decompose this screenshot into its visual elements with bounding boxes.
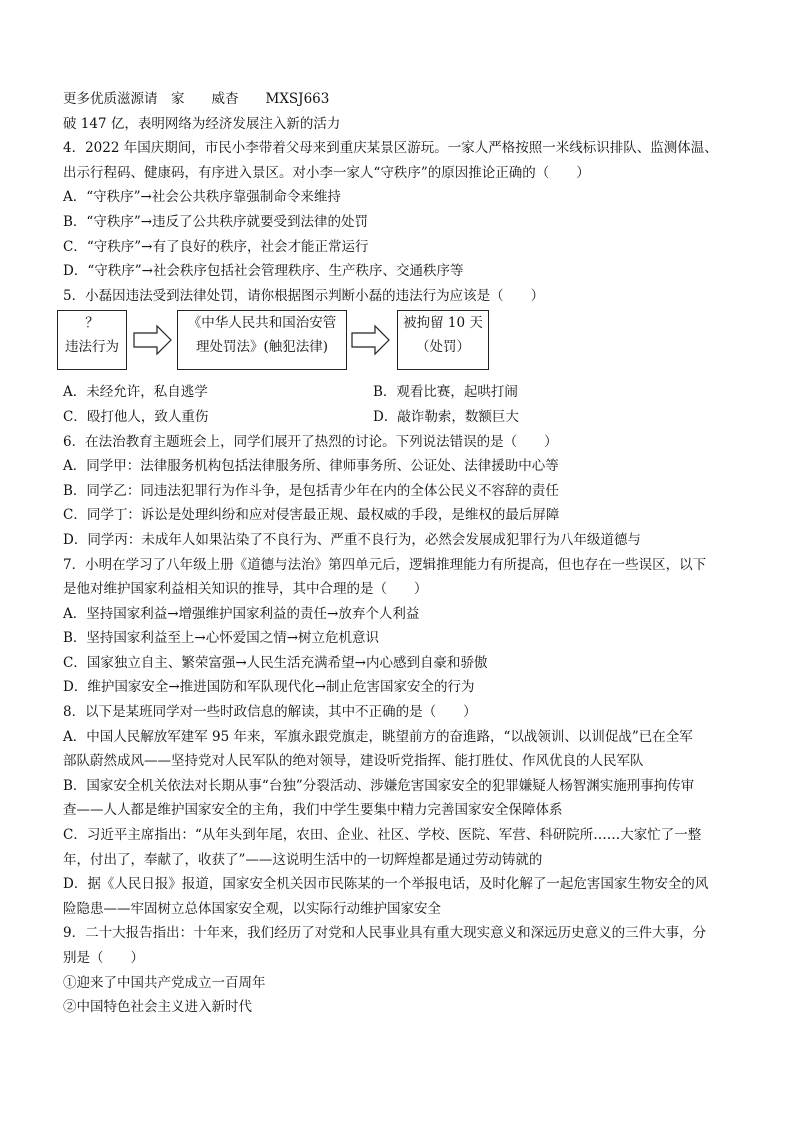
text-line: B．同学乙：同违法犯罪行为作斗争，是包括青少年在内的全体公民义不容辞的责任 bbox=[63, 482, 559, 499]
text-block-top bbox=[63, 112, 743, 309]
text-block-bottom bbox=[63, 430, 743, 1020]
text-line: 8．以下是某班同学对一些时政信息的解读，其中不正确的是（ ） bbox=[63, 704, 477, 721]
text-line: D．维护国家安全→推进国防和军队现代化→制止危害国家安全的行为 bbox=[63, 679, 475, 696]
flow-box-violation-line-2: 违法行为 bbox=[65, 339, 119, 356]
flow-box-penalty bbox=[397, 310, 489, 370]
flow-box-penalty-line-1: 被拘留 10 天 bbox=[403, 315, 483, 332]
text-line: 是他对维护国家利益相关知识的推导，其中合理的是（ ） bbox=[63, 581, 428, 598]
text-line: C．国家独立自主、繁荣富强→人民生活充满希望→内心感到自豪和骄傲 bbox=[63, 654, 488, 671]
text-line: B．国家安全机关依法对长期从事“台独”分裂活动、涉嫌危害国家安全的犯罪嫌疑人杨智渊实施刑事拘传审 bbox=[63, 777, 695, 794]
flow-box-law bbox=[177, 310, 347, 370]
text-line: B．“守秩序”→违反了公共秩序就要受到法律的处罚 bbox=[63, 213, 369, 230]
q5-option-c: C．殴打他人，致人重伤 bbox=[63, 408, 209, 425]
q5-option-row-1 bbox=[63, 380, 743, 405]
flow-diagram bbox=[63, 310, 743, 376]
text-line: 6．在法治教育主题班会上，同学们展开了热烈的讨论。下列说法错误的是（ ） bbox=[63, 433, 558, 450]
text-line: D．同学丙：未成年人如果沾染了不良行为、严重不良行为，必然会发展成犯罪行为八年级道德与 bbox=[63, 531, 641, 548]
text-line: 险隐患——牢固树立总体国家安全观，以实际行动维护国家安全 bbox=[63, 900, 441, 917]
flow-arrow-2-icon bbox=[351, 324, 391, 356]
q5-option-b: B．观看比赛，起哄打闹 bbox=[373, 384, 518, 401]
text-line: 5．小磊因违法受到法律处罚，请你根据图示判断小磊的违法行为应该是（ ） bbox=[63, 287, 545, 304]
text-line: 别是（ ） bbox=[63, 950, 144, 966]
text-line: A．“守秩序”→社会公共秩序靠强制命令来维持 bbox=[63, 189, 341, 206]
text-line: 9．二十大报告指出：十年来，我们经历了对党和人民事业具有重大现实意义和深远历史意义的三件大事，分 bbox=[63, 925, 707, 942]
flow-box-penalty-line-2: （处罚） bbox=[416, 339, 470, 356]
text-line: A．同学甲：法律服务机构包括法律服务所、律师事务所、公证处、法律援助中心等 bbox=[63, 458, 559, 475]
text-line: A．中国人民解放军建军 95 年来，军旗永跟党旗走，眺望前方的奋進路，“以战领训、以训促战”已在全军 bbox=[63, 728, 693, 745]
q5-option-row-2 bbox=[63, 405, 743, 430]
text-line: 年，付出了，奉献了，收获了”——这说明生活中的一切辉煌都是通过劳动铸就的 bbox=[63, 851, 543, 868]
text-line: ①迎来了中国共产党成立一百周年 bbox=[63, 974, 266, 991]
q5-option-a: A．未经允许，私自逃学 bbox=[63, 384, 208, 401]
text-line: B．坚持国家利益至上→心怀爱国之情→树立危机意识 bbox=[63, 630, 380, 647]
page-content bbox=[63, 87, 743, 1020]
flow-box-violation-line-1: ？ bbox=[85, 315, 99, 332]
flow-box-law-line-2: 理处罚法》(触犯法律) bbox=[195, 339, 329, 356]
text-line: C．“守秩序”→有了良好的秩序，社会才能正常运行 bbox=[63, 238, 369, 255]
q5-option-d: D．敲诈勒索，数额巨大 bbox=[373, 408, 519, 425]
flow-box-law-line-1: 《中华人民共和国治安管 bbox=[187, 315, 337, 332]
text-line: 破 147 亿，表明网络为经济发展注入新的活力 bbox=[63, 115, 341, 132]
text-line: 部队蔚然成风——坚持党对人民军队的绝对领导，建设听党指挥、能打胜仗、作风优良的人民军队 bbox=[63, 753, 644, 770]
text-line: 出示行程码、健康码，有序进入景区。对小李一家人“守秩序”的原因推论正确的（ ） bbox=[63, 164, 590, 181]
text-line: 7．小明在学习了八年级上册《道德与法治》第四单元后，逻辑推理能力有所提高，但也存在一些误区，以下 bbox=[63, 556, 707, 573]
flow-box-violation bbox=[57, 310, 127, 370]
text-line: D．“守秩序”→社会秩序包括社会管理秩序、生产秩序、交通秩序等 bbox=[63, 263, 464, 280]
text-line: D．据《人民日报》报道，国家安全机关因市民陈某的一个举报电话，及时化解了一起危害国家生物安全的风 bbox=[63, 876, 709, 893]
text-line: C．同学丁：诉讼是处理纠纷和应对侵害最正规、最权威的手段，是维权的最后屏障 bbox=[63, 507, 560, 524]
text-line: 4．2022 年国庆期间，市民小李带着父母来到重庆某景区游玩。一家人严格按照一米线标识排队、监测体温、 bbox=[63, 140, 718, 157]
text-line: ②中国特色社会主义进入新时代 bbox=[63, 999, 252, 1016]
text-line: C．习近平主席指出：“从年头到年尾，农田、企业、社区、学校、医院、军营、科研院所……大家忙了一整 bbox=[63, 827, 702, 844]
text-line: 查——人人都是维护国家安全的主角，我们中学生要集中精力完善国家安全保障体系 bbox=[63, 802, 563, 819]
flow-arrow-1-icon bbox=[133, 324, 173, 356]
header-line: 更多优质滋源请 家 威杳 MXSJ663 bbox=[63, 91, 330, 107]
text-line: A．坚持国家利益→增强维护国家利益的责任→放弃个人利益 bbox=[63, 605, 420, 622]
